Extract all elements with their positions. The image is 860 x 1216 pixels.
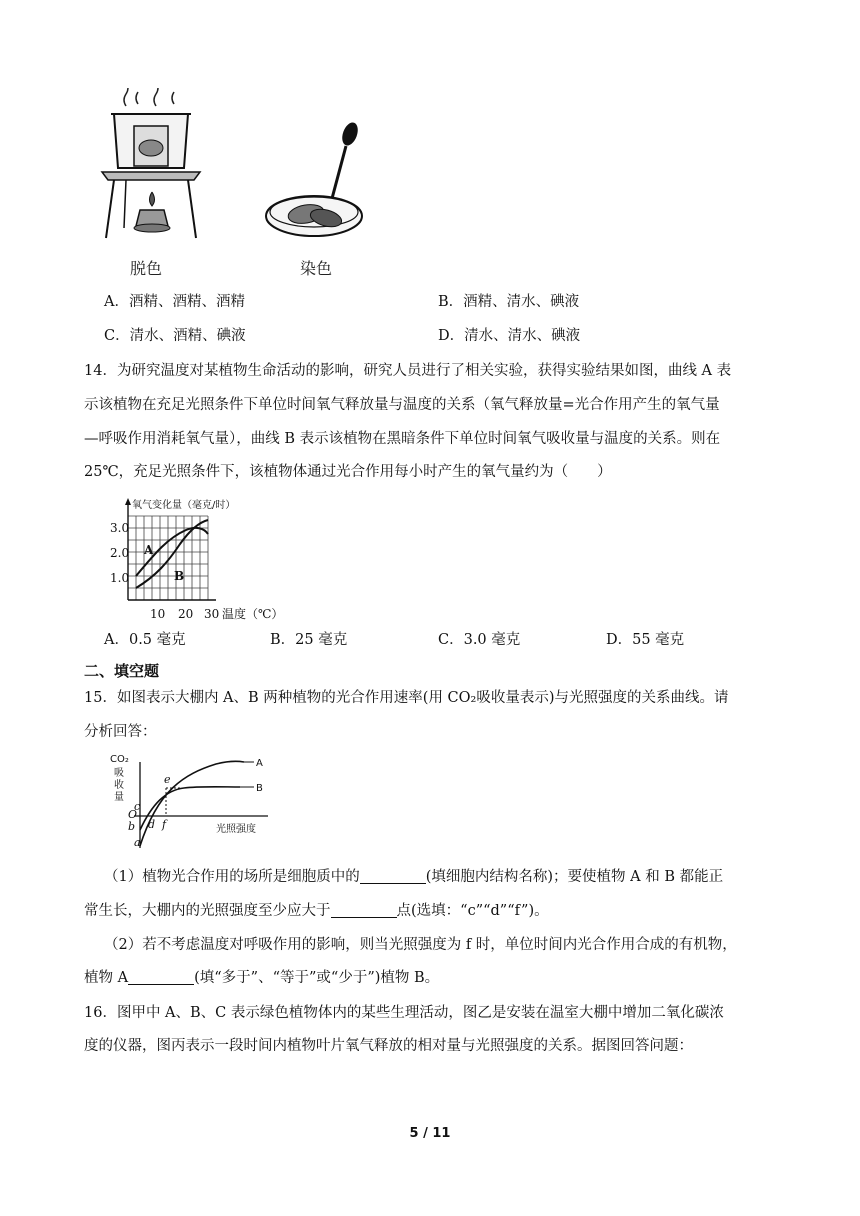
q15-text-line1: 15．如图表示大棚内 A、B 两种植物的光合作用速率(用 CO₂吸收量表示)与光照强度的关系曲线。请 xyxy=(84,690,729,706)
q15-sub1-text-c: 常生长，大棚内的光照强度至少应大于 xyxy=(84,903,331,919)
q14-option-a: A．0.5 毫克 xyxy=(104,632,186,648)
q13-option-d: D．清水、清水、碘液 xyxy=(438,328,581,344)
q15-sub1-text-a: （1）植物光合作用的场所是细胞质中的 xyxy=(104,869,360,885)
q15-co2-light-chart xyxy=(104,750,274,850)
q16-text-line1: 16．图甲中 A、B、C 表示绿色植物体内的某些生理活动，图乙是安装在温室大棚中增加二氧化碳浓 xyxy=(84,1005,724,1021)
q15-chart-point-d: d xyxy=(148,818,156,831)
q14-option-c: C．3.0 毫克 xyxy=(438,632,521,648)
q14-text-line3: —呼吸作用消耗氧气量），曲线 B 表示该植物在黑暗条件下单位时间氧气吸收量与温度的关系。则在 xyxy=(84,431,721,447)
q15-chart-y-char3: 量 xyxy=(114,792,124,803)
q15-chart-point-o: O xyxy=(128,808,138,821)
q14-chart-xtick-20: 20 xyxy=(178,607,194,621)
q13-option-a: A．酒精、酒精、酒精 xyxy=(104,294,245,310)
q14-text-line1: 14．为研究温度对某植物生命活动的影响，研究人员进行了相关实验，获得实验结果如图，曲线 A 表 xyxy=(84,363,732,379)
q13-caption-decolorize: 脱色 xyxy=(130,259,163,278)
q15-chart-point-e: e xyxy=(164,773,171,786)
q14-chart-curve-b-label: B xyxy=(174,569,185,583)
q14-text-line2: 示该植物在充足光照条件下单位时间氧气释放量与温度的关系（氧气释放量=光合作用产生的氧气量 xyxy=(84,397,720,413)
q14-chart-ylabel: 氧气变化量（毫克/时） xyxy=(132,500,236,511)
q15-answer-blank-3[interactable] xyxy=(128,969,194,985)
q15-text-line2: 分析回答： xyxy=(84,724,157,740)
q15-chart-point-a: a xyxy=(134,836,141,849)
q13-caption-staining: 染色 xyxy=(300,259,333,278)
q15-chart-point-b: b xyxy=(128,820,136,833)
q15-sub2-line1: （2）若不考虑温度对呼吸作用的影响，则当光照强度为 f 时，单位时间内光合作用合成的有机物， xyxy=(104,937,737,953)
q15-chart-y-char2: 收 xyxy=(114,780,124,791)
q13-option-c: C．清水、酒精、碘液 xyxy=(104,328,246,344)
q15-chart-point-f: f xyxy=(162,818,167,831)
q14-chart-ytick-2: 2.0 xyxy=(110,546,130,560)
q14-text-line4: 25℃，充足光照条件下，该植物体通过光合作用每小时产生的氧气量约为（ ） xyxy=(84,464,612,480)
q15-chart-curve-b-label: B xyxy=(256,783,263,794)
q14-option-b: B．25 毫克 xyxy=(270,632,348,648)
q14-chart-ytick-3: 3.0 xyxy=(110,521,130,535)
q14-chart-ytick-1: 1.0 xyxy=(110,571,130,585)
q15-sub1-line1 xyxy=(104,867,723,887)
q14-chart-curve-a-label: A xyxy=(144,543,154,557)
q15-chart-xlabel: 光照强度 xyxy=(216,824,256,835)
q16-text-line2: 度的仪器，图丙表示一段时间内植物叶片氧气释放的相对量与光照强度的关系。据图回答问题： xyxy=(84,1038,693,1054)
q13-option-b: B．酒精、清水、碘液 xyxy=(438,294,580,310)
q14-chart-xtick-30: 30 xyxy=(204,607,220,621)
section-title-fill-in: 二、填空题 xyxy=(84,662,160,680)
q15-chart-y-co2: CO₂ xyxy=(110,754,129,765)
q14-chart-xlabel: 温度（℃） xyxy=(222,607,284,621)
q13-decolorize-illustration xyxy=(96,88,206,248)
q15-sub2-line2 xyxy=(84,968,439,988)
q15-chart-point-c: c xyxy=(134,800,141,813)
q14-chart-xtick-10: 10 xyxy=(150,607,166,621)
q15-answer-blank-1[interactable] xyxy=(360,868,426,884)
q15-sub2-text-c: (填“多于”、“等于”或“少于”)植物 B。 xyxy=(194,970,440,986)
page-number: 5 / 11 xyxy=(409,1126,451,1141)
q14-option-d: D．55 毫克 xyxy=(606,632,685,648)
q14-oxygen-temperature-chart xyxy=(104,492,294,624)
q15-sub1-text-d: 点(选填：“c”“d”“f”)。 xyxy=(396,903,549,919)
q15-chart-y-char1: 吸 xyxy=(114,768,124,779)
q15-sub2-text-b: 植物 A xyxy=(84,970,129,986)
q15-sub1-line2 xyxy=(84,901,549,921)
q13-staining-illustration xyxy=(262,118,372,248)
q15-sub1-text-b: (填细胞内结构名称)；要使植物 A 和 B 都能正 xyxy=(425,869,724,885)
q15-answer-blank-2[interactable] xyxy=(331,902,397,918)
q15-chart-curve-a-label: A xyxy=(256,758,263,769)
